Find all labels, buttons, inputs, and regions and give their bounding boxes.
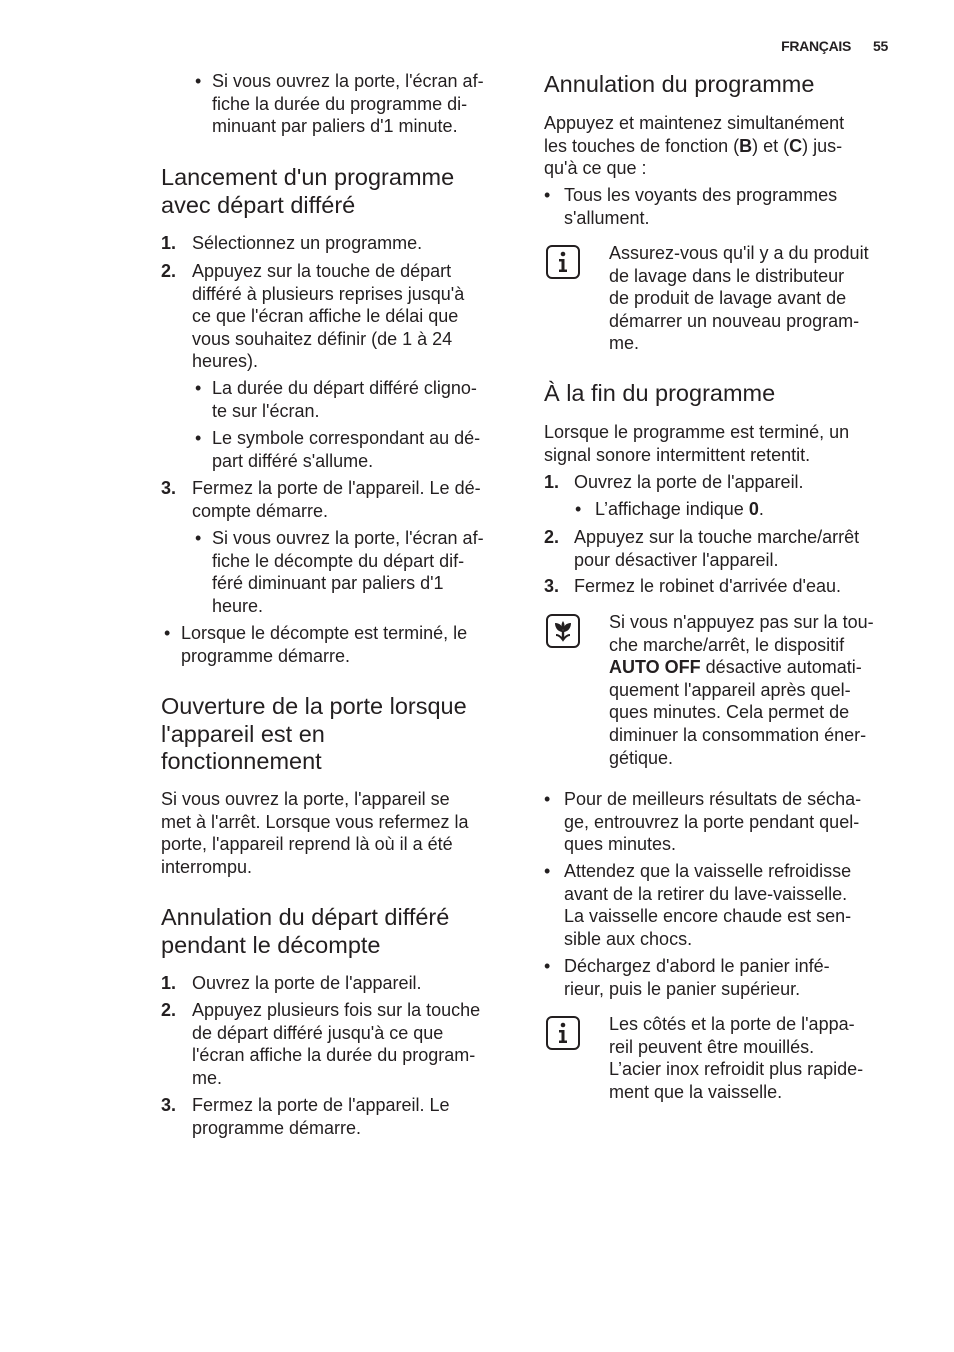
bullet-dot: •	[195, 71, 202, 91]
bullet-dot: •	[195, 428, 202, 448]
header-language: FRANÇAIS	[781, 38, 852, 54]
bullet-text: Déchargez d'abord le panier infé- rieur, puis le panier supérieur.	[564, 956, 830, 999]
step-number: 1.	[161, 233, 177, 253]
paragraph-part: Appuyez et maintenez simultanément les touches de fonction (	[544, 113, 845, 156]
paragraph-part: ) et (	[752, 135, 790, 156]
bullet-dot: •	[544, 789, 551, 809]
bullet-dot: •	[195, 528, 202, 548]
section-heading-delayed-start: Lancement d'un programme avec départ différé	[161, 164, 455, 218]
step-text: Sélectionnez un programme.	[192, 233, 423, 253]
paragraph-part: ) jus-	[802, 135, 843, 156]
key-c-label: C	[789, 135, 803, 156]
section-heading-cancel-program: Annulation du programme	[544, 71, 815, 97]
step-text: Appuyez plusieurs fois sur la touche de départ différé jusqu'à ce que l'écran affiche la durée du program- me.	[192, 1000, 481, 1088]
bullet-dot: •	[544, 956, 551, 976]
paragraph-part: qu'à ce que :	[544, 158, 647, 179]
bullet-dot: •	[195, 378, 202, 398]
section-heading-end-of-program: À la fin du programme	[544, 380, 776, 406]
eco-note-text	[609, 611, 874, 769]
step-number: 3.	[544, 576, 560, 596]
bullet-text: Attendez que la vaisselle refroidisse avant de la retirer du lave-vaisselle. La vaisselle encore chaude est sen- sible aux chocs.	[564, 861, 852, 949]
step-text: Fermez le robinet d'arrivée d'eau.	[574, 576, 842, 596]
step-number: 2.	[161, 1000, 177, 1020]
page-header	[781, 38, 888, 54]
bullet-dot: •	[575, 499, 582, 519]
step-number: 1.	[544, 472, 560, 492]
bullet-dot: •	[544, 861, 551, 881]
step-number: 2.	[544, 527, 560, 547]
step-number: 3.	[161, 478, 177, 498]
step-number: 1.	[161, 973, 177, 993]
sub-bullet-part: L’affichage indique	[595, 499, 749, 519]
eco-leaf-icon	[546, 614, 580, 648]
paragraph: Si vous ouvrez la porte, l'appareil se met à l'arrêt. Lorsque vous refermez la porte, l'appareil reprend là où il a été interrompu.	[161, 789, 469, 877]
sub-bullet-text: La durée du départ différé cligno- te sur l'écran.	[212, 378, 477, 421]
bullet-dot: •	[544, 185, 551, 205]
bullet-text: Lorsque le décompte est terminé, le programme démarre.	[181, 623, 468, 666]
eco-note-part: désactive automati-	[700, 657, 862, 678]
eco-note-part: quement l'appareil après quel- ques minutes. Cela permet de diminuer la consommation éner- gétique.	[609, 679, 867, 768]
step-text: Fermez la porte de l'appareil. Le programme démarre.	[192, 1095, 450, 1138]
display-value: 0	[748, 499, 759, 519]
step-number: 3.	[161, 1095, 177, 1115]
note-text: Les côtés et la porte de l'appa- reil peuvent être mouillés. L’acier inox refroidit plus rapide- ment que la vaisselle.	[609, 1014, 864, 1102]
auto-off-label: AUTO OFF	[609, 657, 701, 678]
sub-bullet-part: .	[758, 499, 764, 519]
step-text: Appuyez sur la touche marche/arrêt pour désactiver l'appareil.	[574, 527, 860, 570]
bullet-text: Pour de meilleurs résultats de sécha- ge, entrouvrez la porte pendant quel- ques minutes.	[564, 789, 862, 855]
step-text: Fermez la porte de l'appareil. Le dé- compte démarre.	[192, 478, 481, 521]
step-text: Ouvrez la porte de l'appareil.	[192, 973, 422, 993]
eco-note-part: Si vous n'appuyez pas sur la tou- che marche/arrêt, le dispositif	[609, 612, 874, 655]
page-number: 55	[873, 38, 888, 54]
info-icon	[546, 245, 580, 279]
paragraph	[544, 112, 844, 180]
note-text: Assurez-vous qu'il y a du produit de lavage dans le distributeur de produit de lavage avant de démarrer un nouveau program- me.	[609, 243, 869, 354]
section-heading-door-opening: Ouverture de la porte lorsque l'appareil est en fonctionnement	[161, 693, 467, 774]
bullet-text: Tous les voyants des programmes s'allument.	[564, 185, 838, 228]
paragraph: Lorsque le programme est terminé, un signal sonore intermittent retentit.	[544, 422, 850, 465]
intro-bullet-text: Si vous ouvrez la porte, l'écran af- fiche la durée du programme di- minuant par paliers d'1 minute.	[212, 71, 484, 137]
bullet-dot: •	[164, 623, 171, 643]
step-text: Ouvrez la porte de l'appareil.	[574, 472, 804, 492]
sub-bullet-text: Le symbole correspondant au dé- part différé s'allume.	[212, 428, 481, 471]
section-heading-cancel-delayed-start: Annulation du départ différé pendant le décompte	[161, 904, 450, 958]
step-number: 2.	[161, 261, 177, 281]
sub-bullet-text: Si vous ouvrez la porte, l'écran af- fiche le décompte du départ dif- féré diminuant par paliers d'1 heure.	[212, 528, 484, 616]
step-text: Appuyez sur la touche de départ différé à plusieurs reprises jusqu'à ce que l'écran affiche le délai que vous souhaitez définir (de 1 à 24 heures).	[192, 261, 465, 372]
sub-bullet-text	[595, 498, 764, 521]
key-b-label: B	[739, 135, 753, 156]
info-icon	[546, 1016, 580, 1050]
